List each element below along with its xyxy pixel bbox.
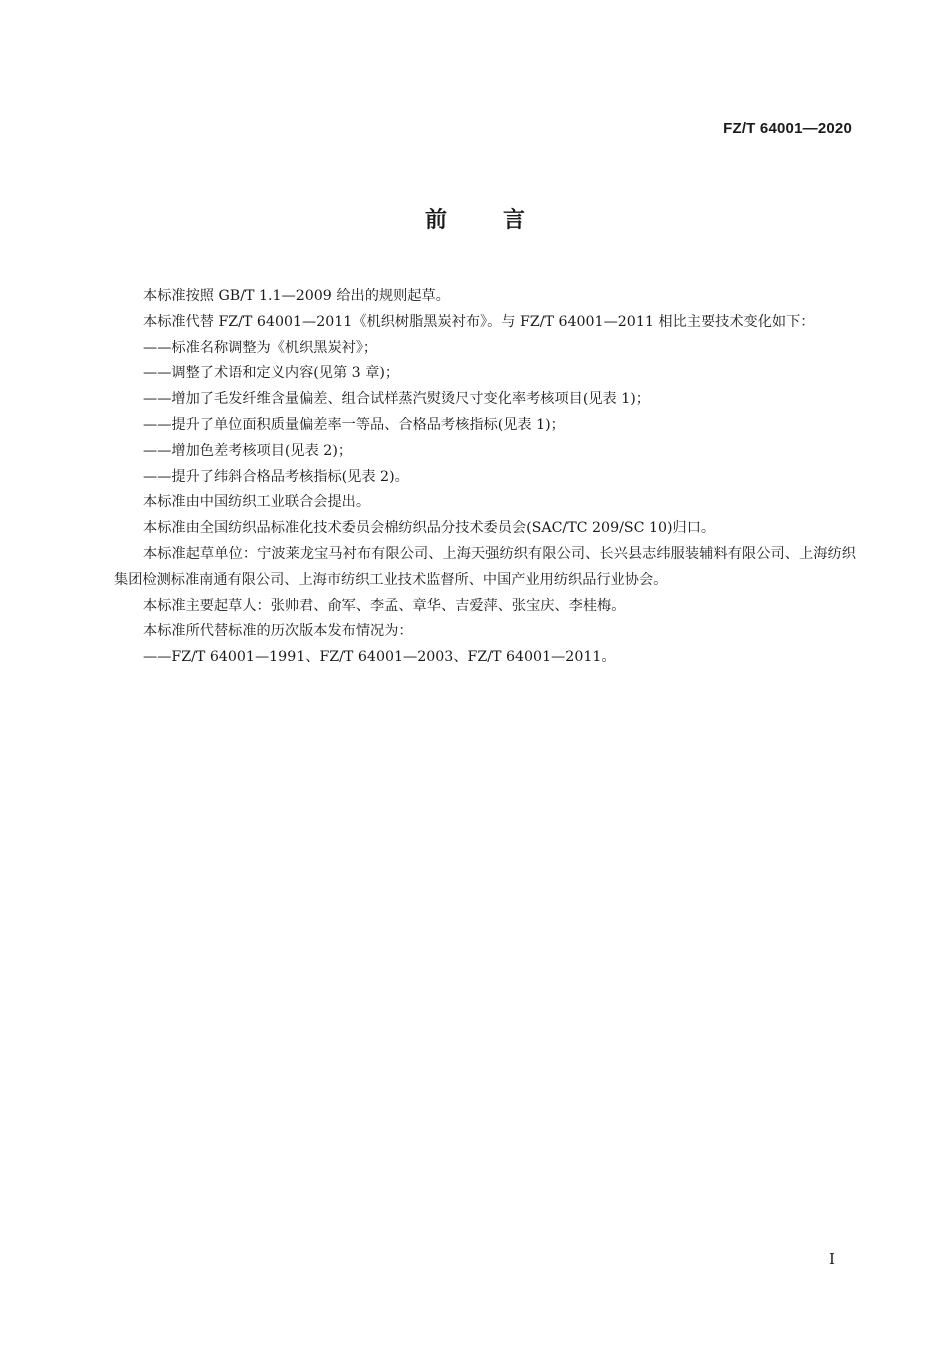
paragraph-drafters: 本标准主要起草人：张帅君、俞军、李孟、章华、吉爱萍、张宝庆、李桂梅。: [143, 597, 626, 614]
list-item-change: ——提升了单位面积质量偏差率一等品、合格品考核指标(见表 1)；: [143, 416, 565, 433]
list-item-change: ——标准名称调整为《机织黑炭衬》；: [143, 339, 378, 356]
list-item-change: ——调整了术语和定义内容(见第 3 章)；: [143, 365, 400, 382]
paragraph-previous-editions: 本标准所代替标准的历次版本发布情况为：: [143, 623, 413, 640]
page-title: 前言: [424, 208, 581, 233]
list-item-previous-edition: ——FZ/T 64001—1991、FZ/T 64001—2003、FZ/T 64001—2011。: [143, 649, 616, 666]
paragraph-drafting-units: 本标准起草单位：宁波莱龙宝马衬布有限公司、上海天强纺织有限公司、长兴县志纬服装辅料有限公司、上海纺织集团检测标准南通有限公司、上海市纺织工业技术监督所、中国产业用纺织品行业协会。: [114, 545, 856, 588]
list-item-change: ——增加色差考核项目(见表 2)；: [143, 442, 353, 459]
list-item-change: ——提升了纬斜合格品考核指标(见表 2)。: [143, 468, 409, 485]
foreword-body: [114, 284, 856, 671]
paragraph-replaces: 本标准代替 FZ/T 64001—2011《机织树脂黑炭衬布》。与 FZ/T 64001—2011 相比主要技术变化如下：: [143, 313, 815, 330]
page-number: I: [829, 1250, 835, 1268]
standard-number: FZ/T 64001—2020: [723, 120, 852, 137]
paragraph-drafting-rules: 本标准按照 GB/T 1.1—2009 给出的规则起草。: [143, 288, 450, 304]
list-item-change: ——增加了毛发纤维含量偏差、组合试样蒸汽熨烫尺寸变化率考核项目(见表 1)；: [143, 391, 650, 408]
paragraph-proposed-by: 本标准由中国纺织工业联合会提出。: [143, 494, 371, 511]
paragraph-under-jurisdiction: 本标准由全国纺织品标准化技术委员会棉纺织品分技术委员会(SAC/TC 209/SC 10)归口。: [143, 520, 716, 537]
